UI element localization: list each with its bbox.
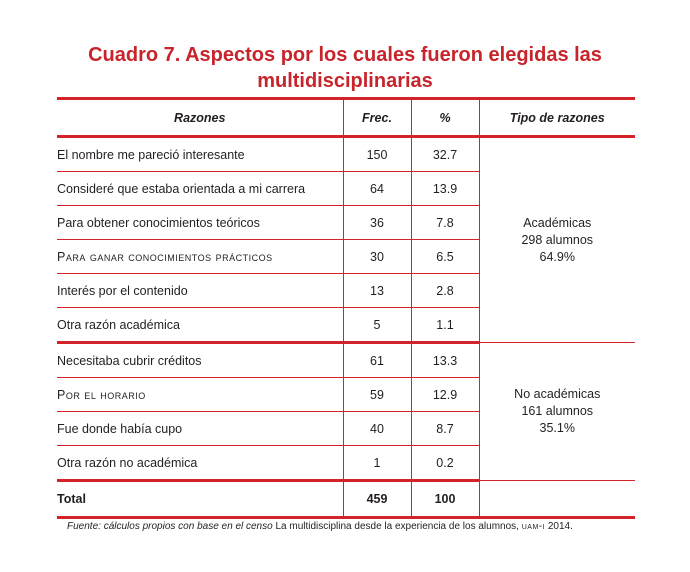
total-label: Total (57, 481, 343, 518)
razon-cell: Para obtener conocimientos teóricos (57, 206, 343, 240)
razon-cell: Otra razón no académica (57, 446, 343, 481)
frec-cell: 1 (343, 446, 411, 481)
group-pct: 64.9% (539, 249, 575, 264)
group-label: No académicas (514, 387, 601, 401)
group-academicas (479, 137, 635, 343)
frec-cell: 64 (343, 172, 411, 206)
table-row (57, 137, 635, 172)
footnote-text: La multidisciplina desde la experiencia de los alumnos, (272, 521, 522, 532)
pct-cell: 6.5 (411, 240, 479, 274)
group-label: Académicas (523, 215, 592, 230)
header-tipo: Tipo de razones (479, 99, 635, 137)
table-row (57, 343, 635, 378)
frec-cell: 30 (343, 240, 411, 274)
pct-cell: 1.1 (411, 308, 479, 343)
frec-cell: 13 (343, 274, 411, 308)
pct-cell: 32.7 (411, 137, 479, 172)
total-empty-cell (479, 481, 635, 518)
razon-cell: Interés por el contenido (57, 274, 343, 308)
frec-cell: 150 (343, 137, 411, 172)
pct-cell: 13.3 (411, 343, 479, 378)
table-title (0, 42, 690, 94)
pct-cell: 12.9 (411, 378, 479, 412)
razon-cell: Consideré que estaba orientada a mi carrera (57, 172, 343, 206)
pct-cell: 13.9 (411, 172, 479, 206)
frec-cell: 61 (343, 343, 411, 378)
razon-cell: Fue donde había cupo (57, 412, 343, 446)
header-pct: % (411, 99, 479, 137)
frec-cell: 5 (343, 308, 411, 343)
header-razones: Razones (57, 99, 343, 137)
frec-cell: 36 (343, 206, 411, 240)
footnote-year: 2014. (545, 521, 573, 532)
group-alumnos: 161 alumnos (521, 404, 594, 418)
total-row (57, 481, 635, 518)
razon-cell: Para ganar conocimientos prácticos (57, 240, 343, 274)
frec-cell: 59 (343, 378, 411, 412)
total-frec: 459 (343, 481, 411, 518)
pct-cell: 0.2 (411, 446, 479, 481)
footnote-org: uam-i (521, 521, 546, 532)
pct-cell: 8.7 (411, 412, 479, 446)
razon-cell: Necesitaba cubrir créditos (57, 343, 343, 378)
header-frec: Frec. (343, 99, 411, 137)
group-pct: 35.1% (539, 421, 575, 435)
frec-cell: 40 (343, 412, 411, 446)
razon-cell: Por el horario (57, 378, 343, 412)
title-line-1: Cuadro 7. Aspectos por los cuales fueron elegidas las (88, 44, 602, 66)
total-pct: 100 (411, 481, 479, 518)
footnote (67, 520, 667, 534)
footnote-fuente: Fuente: cálculos propios con base en el censo (67, 521, 273, 532)
pct-cell: 2.8 (411, 274, 479, 308)
header-row (57, 99, 635, 137)
pct-cell: 7.8 (411, 206, 479, 240)
razon-cell: Otra razón académica (57, 308, 343, 343)
razon-cell: El nombre me pareció interesante (57, 137, 343, 172)
group-alumnos: 298 alumnos (521, 232, 594, 247)
title-line-2: multidisciplinarias (257, 70, 433, 92)
data-table (57, 97, 635, 519)
group-no-academicas (479, 343, 635, 481)
